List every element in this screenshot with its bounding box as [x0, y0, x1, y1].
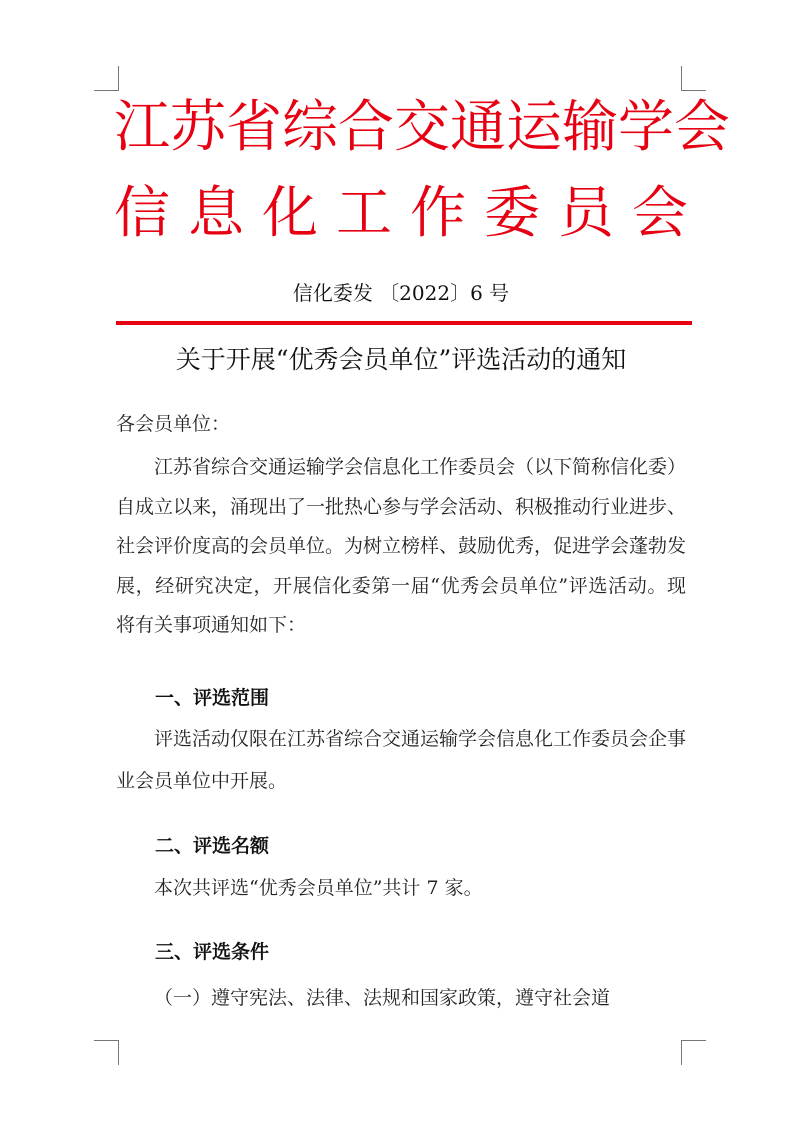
section-heading-scope: 一、评选范围 — [155, 687, 270, 709]
document-number: 信化委发 〔2022〕6 号 — [292, 281, 510, 305]
red-divider-line — [116, 321, 692, 325]
section-text-quota: 本次共评选“优秀会员单位”共计 7 家。 — [154, 877, 483, 899]
salutation: 各会员单位： — [116, 413, 231, 435]
issuer-header-line1: 江苏省综合交通运输学会 — [114, 95, 730, 160]
section-text-scope: 评选活动仅限在江苏省综合交通运输学会信息化工作委员会企事业会员单位中开展。 — [116, 728, 687, 792]
document-title: 关于开展“优秀会员单位”评选活动的通知 — [175, 345, 627, 374]
crop-mark-top-right — [681, 66, 706, 91]
section-heading-quota: 二、评选名额 — [155, 835, 270, 857]
intro-paragraph: 江苏省综合交通运输学会信息化工作委员会（以下简称信化委）自成立以来，涌现出了一批热心参与学会活动、积极推动行业进步、社会评价度高的会员单位。为树立榜样、鼓励优秀，促进学会蓬勃发展，经研究决定，开展信化委第一届“优秀会员单位”评选活动。现将有关事项通知如下： — [116, 456, 687, 636]
section-text-conditions: （一）遵守宪法、法律、法规和国家政策，遵守社会道 — [154, 987, 611, 1009]
crop-mark-top-left — [94, 66, 119, 91]
section-heading-conditions: 三、评选条件 — [155, 941, 270, 963]
crop-mark-bottom-left — [94, 1040, 119, 1065]
issuer-header-line2: 信 息 化 工 作 委 员 会 — [114, 181, 688, 246]
crop-mark-bottom-right — [681, 1040, 706, 1065]
